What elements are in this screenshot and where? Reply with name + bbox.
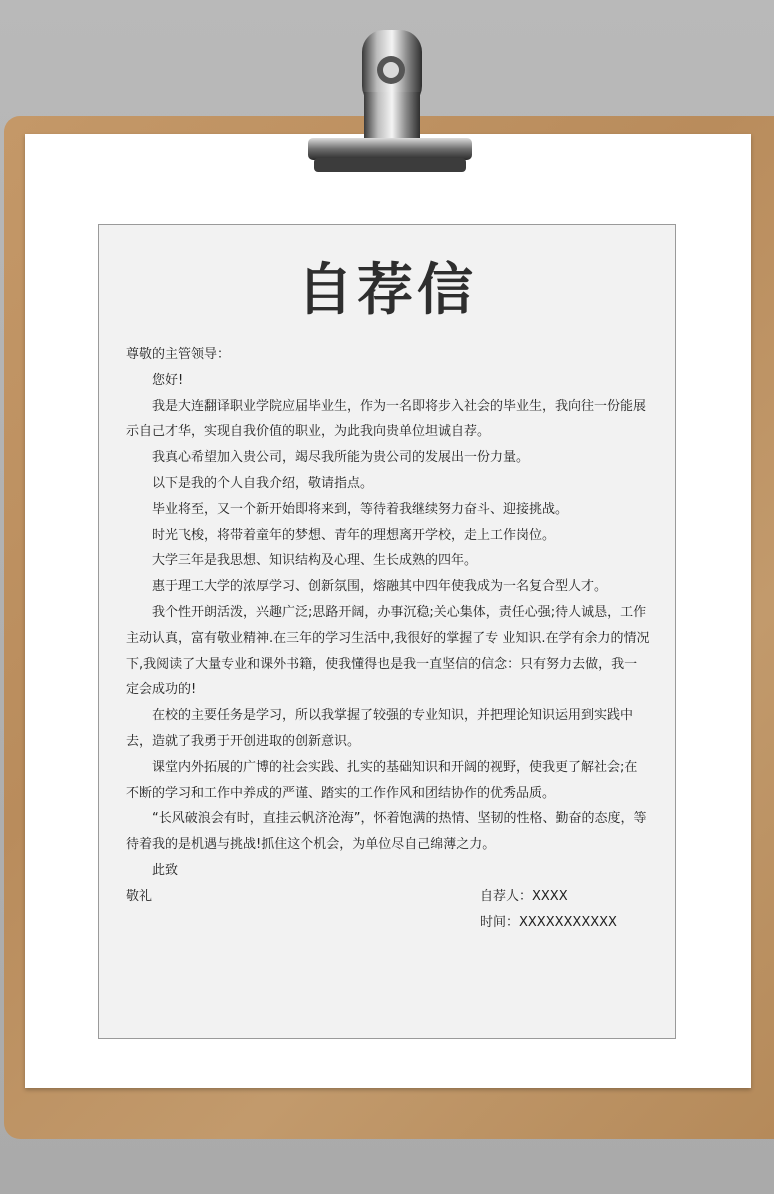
paragraph: 时光飞梭，将带着童年的梦想、青年的理想离开学校，走上工作岗位。 <box>152 527 556 543</box>
paragraph: 课堂内外拓展的广博的社会实践、扎实的基础知识和开阔的视野，使我更了解社会;在不断的学习和工作中养成的严谨、踏实的工作作风和团结协作的优秀品质。 <box>126 759 638 801</box>
paragraph: 我个性开朗活泼，兴趣广泛;思路开阔，办事沉稳;关心集体，责任心强;待人诚恳，工作主动认真，富有敬业精神.在三年的学习生活中,我很好的掌握了专 业知识.在学有余力的情况下,我阅读了大量专业和课外书籍，使我懂得也是我一直坚信的信念：只有努力去做，我一定会成功的! <box>126 604 650 698</box>
paragraph: 惠于理工大学的浓厚学习、创新氛围，熔融其中四年使我成为一名复合型人才。 <box>152 579 608 595</box>
greeting: 您好! <box>152 372 184 388</box>
paragraph: 我是大连翻译职业学院应届毕业生，作为一名即将步入社会的毕业生，我向往一份能展示自己才华，实现自我价值的职业，为此我向贵单位坦诚自荐。 <box>126 398 647 440</box>
paragraph: 我真心希望加入贵公司，竭尽我所能为贵公司的发展出一份力量。 <box>152 450 530 466</box>
paragraph: 大学三年是我思想、知识结构及心理、生长成熟的四年。 <box>152 553 478 569</box>
closing-ci-zhi: 此致 <box>152 862 179 878</box>
paragraph: 以下是我的个人自我介绍，敬请指点。 <box>152 475 374 491</box>
letter-title: 自荐信 <box>297 258 477 323</box>
letter-body <box>126 342 650 910</box>
signature-block <box>480 884 617 936</box>
paragraph: 在校的主要任务是学习，所以我掌握了较强的专业知识，并把理论知识运用到实践中去，造就了我勇于开创进取的创新意识。 <box>126 708 634 749</box>
signer: 自荐人：XXXX <box>480 889 568 904</box>
sign-date: 时间：XXXXXXXXXXX <box>480 915 617 930</box>
paragraph: 毕业将至，又一个新开始即将来到，等待着我继续努力奋斗、迎接挑战。 <box>152 501 569 517</box>
binder-clip-icon <box>300 22 480 182</box>
salutation: 尊敬的主管领导： <box>126 347 231 362</box>
paragraph: “长风破浪会有时，直挂云帆济沧海”，怀着饱满的热情、坚韧的性格、勤奋的态度，等待着我的是机遇与挑战!抓住这个机会，为单位尽自己绵薄之力。 <box>126 811 647 853</box>
closing-jing-li: 敬礼 <box>126 888 153 904</box>
